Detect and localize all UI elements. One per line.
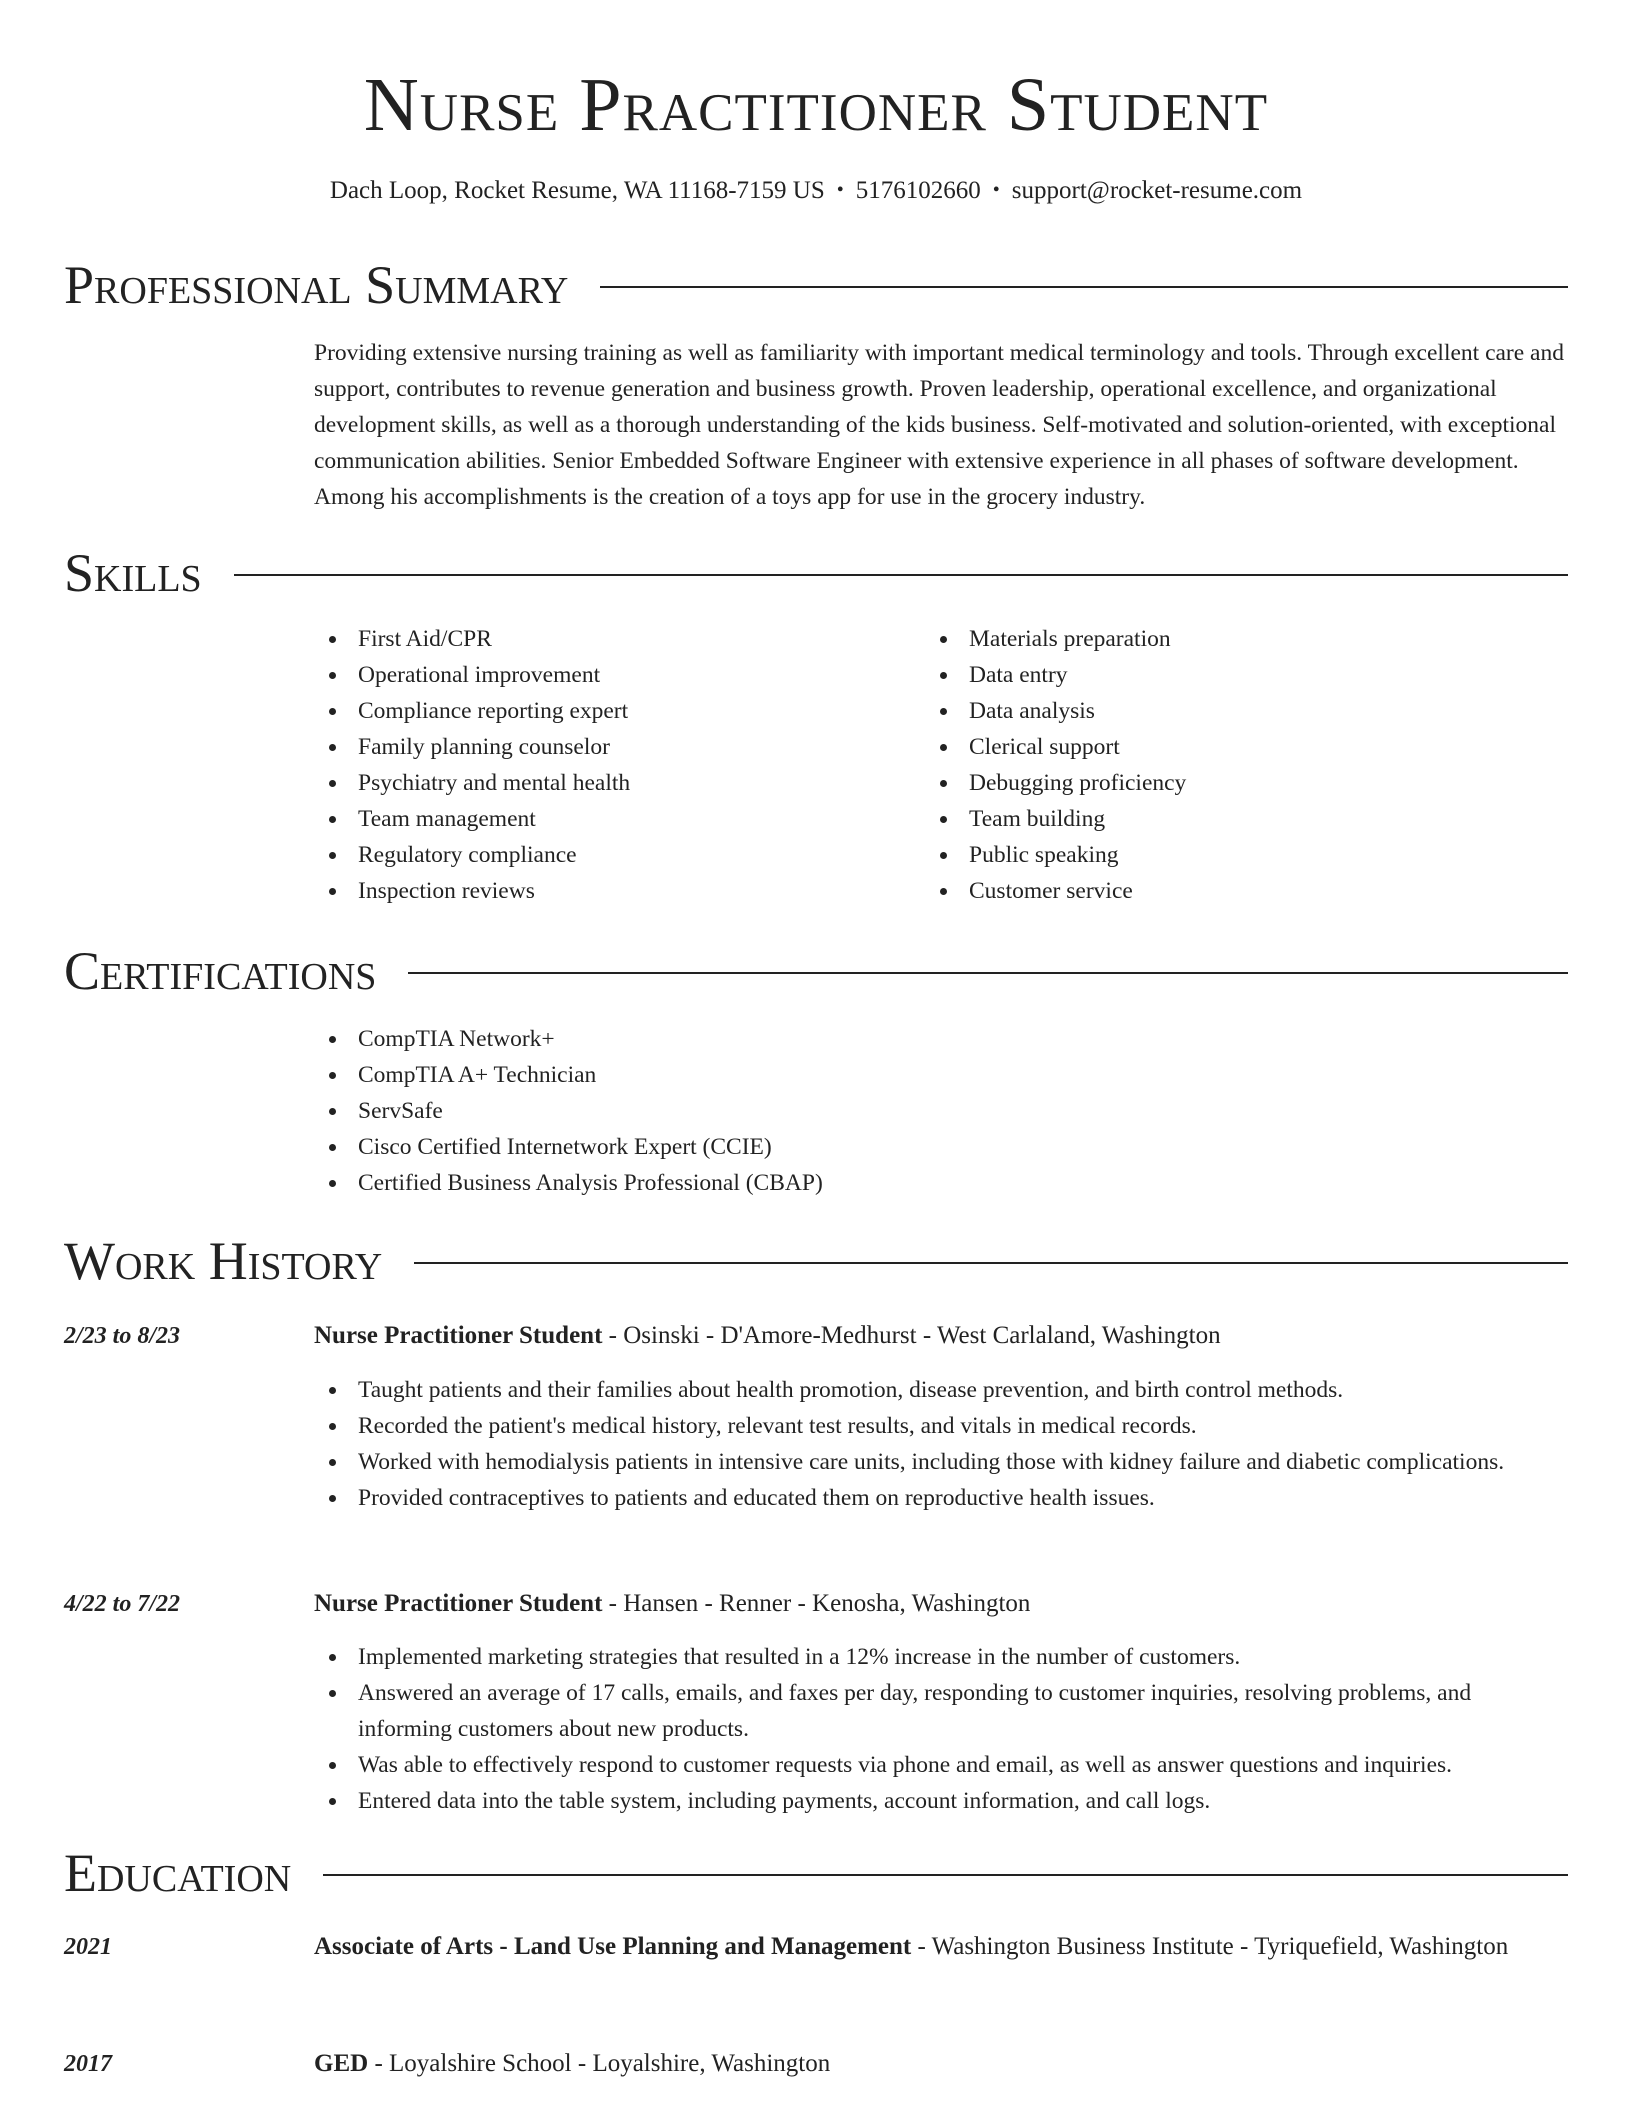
skill-item: Team building <box>925 801 1525 837</box>
contact-separator: • <box>836 179 844 201</box>
skill-item: Inspection reviews <box>314 873 914 909</box>
contact-address: Dach Loop, Rocket Resume, WA 11168-7159 US <box>329 177 825 204</box>
section-divider <box>600 286 1568 288</box>
contact-email[interactable]: support@rocket-resume.com <box>1011 177 1303 204</box>
job-bullet: Recorded the patient's medical history, relevant test results, and vitals in medical records. <box>314 1408 1564 1444</box>
education-year: 2017 <box>64 2051 112 2077</box>
skill-item: Materials preparation <box>925 621 1525 657</box>
summary-section-header <box>64 254 1568 316</box>
certification-item: CompTIA Network+ <box>314 1021 1564 1057</box>
skill-item: Operational improvement <box>314 657 914 693</box>
skills-title: Skills <box>64 543 202 603</box>
skill-item: Team management <box>314 801 914 837</box>
skill-item: Data entry <box>925 657 1525 693</box>
job-bullet: Was able to effectively respond to customer requests via phone and email, as well as answer questions and inquiries. <box>314 1747 1564 1783</box>
education-school: - Washington Business Institute - Tyriquefield, Washington <box>911 1933 1509 1960</box>
job-heading <box>314 1585 1564 1623</box>
skill-item: Family planning counselor <box>314 729 914 765</box>
skills-section-header <box>64 542 1568 604</box>
job-bullet: Provided contraceptives to patients and educated them on reproductive health issues. <box>314 1480 1564 1516</box>
contact-line <box>0 174 1632 207</box>
job-bullets <box>314 1639 1564 1819</box>
certification-item: ServSafe <box>314 1093 1564 1129</box>
job-role: Nurse Practitioner Student <box>314 1590 603 1617</box>
summary-text: Providing extensive nursing training as well as familiarity with important medical terminology and tools. Through excellent care and support, contributes to revenue generation and business growth. Proven leadership, operational excellence, and organizational development skills, as well as a thorough understanding of the kids business. Self-motivated and solution-oriented, with exceptional communication abilities. Senior Embedded Software Engineer with extensive experience in all phases of software development. Among his accomplishments is the creation of a toys app for use in the grocery industry. <box>314 340 1564 510</box>
job-bullet: Taught patients and their families about health promotion, disease prevention, and birth control methods. <box>314 1372 1564 1408</box>
section-divider <box>408 972 1568 974</box>
skill-item: First Aid/CPR <box>314 621 914 657</box>
job-bullets <box>314 1372 1564 1516</box>
section-divider <box>323 1874 1568 1876</box>
skill-item: Clerical support <box>925 729 1525 765</box>
education-entry <box>314 1928 1564 1966</box>
contact-phone: 5176102660 <box>855 177 981 204</box>
education-school: - Loyalshire School - Loyalshire, Washington <box>368 2050 831 2077</box>
certifications-title: Certifications <box>64 941 377 1001</box>
job-employer: - Hansen - Renner - Kenosha, Washington <box>602 1590 1031 1617</box>
skills-right-column <box>925 621 1525 909</box>
certification-item: Cisco Certified Internetwork Expert (CCIE) <box>314 1129 1564 1165</box>
skill-item: Debugging proficiency <box>925 765 1525 801</box>
skill-item: Compliance reporting expert <box>314 693 914 729</box>
certification-item: Certified Business Analysis Professional (CBAP) <box>314 1165 1564 1201</box>
work-section-header <box>64 1230 1568 1292</box>
section-divider <box>414 1262 1568 1264</box>
certifications-list <box>314 1021 1564 1201</box>
skill-item: Data analysis <box>925 693 1525 729</box>
job-bullet: Answered an average of 17 calls, emails, and faxes per day, responding to customer inquiries, resolving problems, and informing customers about new products. <box>314 1675 1564 1747</box>
job-role: Nurse Practitioner Student <box>314 1322 603 1349</box>
education-section-header <box>64 1842 1568 1904</box>
skill-item: Regulatory compliance <box>314 837 914 873</box>
education-year: 2021 <box>64 1934 112 1960</box>
contact-separator: • <box>992 179 1000 201</box>
job-heading <box>314 1317 1564 1355</box>
job-bullet: Implemented marketing strategies that resulted in a 12% increase in the number of customers. <box>314 1639 1564 1675</box>
education-degree: Associate of Arts - Land Use Planning and Management <box>314 1933 912 1960</box>
education-title: Education <box>64 1843 292 1903</box>
education-degree: GED <box>314 2050 369 2077</box>
candidate-name: Nurse Practitioner Student <box>363 63 1269 147</box>
certifications-section-header <box>64 940 1568 1002</box>
skill-item: Public speaking <box>925 837 1525 873</box>
job-dates: 4/22 to 7/22 <box>64 1591 181 1617</box>
work-title: Work History <box>64 1231 383 1291</box>
job-employer: - Osinski - D'Amore-Medhurst - West Carlaland, Washington <box>602 1322 1221 1349</box>
job-dates: 2/23 to 8/23 <box>64 1323 181 1349</box>
job-bullet: Worked with hemodialysis patients in intensive care units, including those with kidney failure and diabetic complications. <box>314 1444 1564 1480</box>
education-entry <box>314 2045 1564 2083</box>
skill-item: Customer service <box>925 873 1525 909</box>
job-bullet: Entered data into the table system, including payments, account information, and call logs. <box>314 1783 1564 1819</box>
certification-item: CompTIA A+ Technician <box>314 1057 1564 1093</box>
section-divider <box>234 574 1568 576</box>
skill-item: Psychiatry and mental health <box>314 765 914 801</box>
summary-title: Professional Summary <box>64 255 569 315</box>
skills-left-column <box>314 621 914 909</box>
